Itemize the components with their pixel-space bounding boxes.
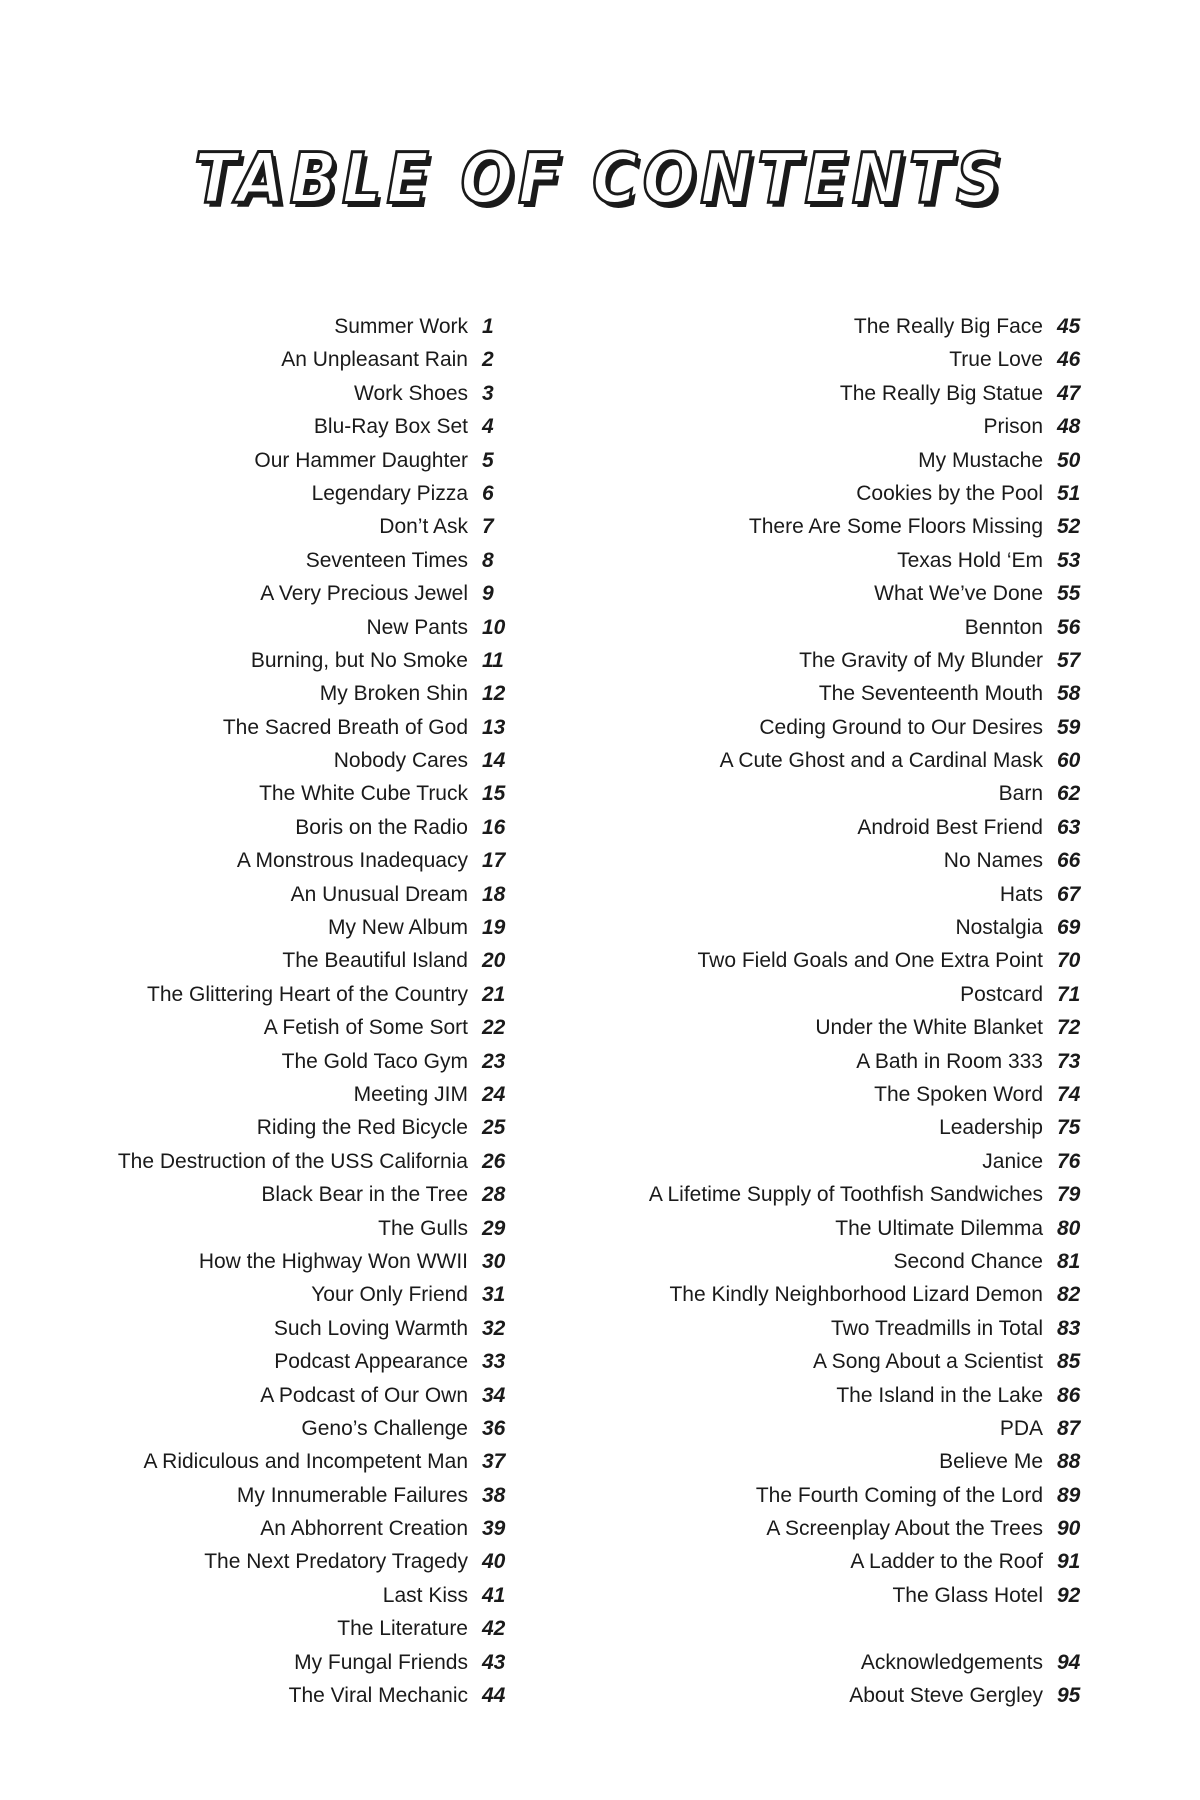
- toc-entry: [560, 1646, 1095, 1679]
- toc-entry: [560, 343, 1095, 376]
- entry-page-number: 90: [1057, 1517, 1081, 1541]
- toc-entry: [560, 1445, 1095, 1478]
- toc-entry: [80, 811, 520, 844]
- entry-title: A Bath in Room 333: [856, 1049, 1043, 1073]
- entry-title: Riding the Red Bicycle: [256, 1116, 468, 1140]
- toc-entry: [80, 577, 520, 610]
- entry-title: Two Treadmills in Total: [830, 1316, 1043, 1340]
- entry-title: Postcard: [960, 982, 1043, 1006]
- entry-title: My New Album: [327, 916, 468, 940]
- toc-entry: [80, 1145, 520, 1178]
- entry-title: The Gulls: [378, 1216, 468, 1240]
- toc-entry: [80, 1646, 520, 1679]
- entry-page-number: 53: [1057, 548, 1081, 572]
- toc-entry: [80, 1045, 520, 1078]
- entry-page-number: 8: [482, 548, 494, 572]
- toc-entry: [80, 1245, 520, 1278]
- toc-entry: [560, 811, 1095, 844]
- entry-page-number: 82: [1057, 1283, 1081, 1307]
- entry-title: The Gold Taco Gym: [281, 1049, 468, 1073]
- entry-page-number: 14: [482, 749, 506, 773]
- entry-title: Summer Work: [334, 315, 468, 338]
- toc-entry: [80, 1445, 520, 1478]
- entry-page-number: 75: [1057, 1116, 1081, 1140]
- toc-entry: [560, 444, 1095, 477]
- toc-entry: [80, 1178, 520, 1211]
- entry-page-number: 7: [482, 515, 494, 539]
- entry-title: Podcast Appearance: [274, 1350, 468, 1374]
- toc-entry: [560, 777, 1095, 810]
- entry-title: Ceding Ground to Our Desires: [759, 715, 1043, 739]
- toc-entry: [560, 510, 1095, 543]
- entry-page-number: 40: [482, 1550, 506, 1574]
- entry-title: A Cute Ghost and a Cardinal Mask: [719, 749, 1043, 773]
- entry-title: The Destruction of the USS California: [117, 1149, 468, 1173]
- entry-title: Such Loving Warmth: [273, 1316, 468, 1340]
- entry-page-number: 39: [482, 1517, 506, 1541]
- entry-title: Believe Me: [939, 1450, 1043, 1474]
- entry-title: An Abhorrent Creation: [260, 1517, 468, 1541]
- entry-page-number: 2: [482, 348, 494, 372]
- entry-title: The Beautiful Island: [282, 949, 468, 973]
- toc-entry: [560, 1545, 1095, 1578]
- entry-title: My Mustache: [918, 448, 1043, 472]
- toc-entry: [80, 1345, 520, 1378]
- toc-entry: [80, 1111, 520, 1144]
- entry-page-number: 95: [1057, 1684, 1081, 1708]
- toc-entry: [80, 777, 520, 810]
- entry-page-number: 44: [482, 1684, 506, 1708]
- entry-title: An Unpleasant Rain: [281, 348, 468, 372]
- entry-title: Geno’s Challenge: [301, 1416, 468, 1440]
- toc-entry: [560, 611, 1095, 644]
- toc-entry: [80, 978, 520, 1011]
- entry-title: A Screenplay About the Trees: [766, 1517, 1043, 1541]
- entry-page-number: 55: [1057, 582, 1081, 606]
- entry-page-number: 56: [1057, 615, 1081, 639]
- entry-page-number: 41: [482, 1583, 506, 1607]
- entry-page-number: 63: [1057, 815, 1081, 839]
- entry-page-number: 45: [1057, 315, 1081, 338]
- entry-page-number: 30: [482, 1249, 506, 1273]
- entry-title: Work Shoes: [354, 381, 468, 405]
- entry-page-number: 52: [1057, 515, 1081, 539]
- entry-page-number: 94: [1057, 1650, 1081, 1674]
- entry-page-number: 32: [482, 1316, 506, 1340]
- entry-page-number: 18: [482, 882, 506, 906]
- entry-page-number: 38: [482, 1483, 506, 1507]
- entry-page-number: 26: [482, 1149, 506, 1173]
- entry-title: Meeting JIM: [353, 1082, 468, 1106]
- toc-entry: [560, 1011, 1095, 1044]
- toc-entry: [80, 1512, 520, 1545]
- entry-title: The Next Predatory Tragedy: [204, 1550, 468, 1574]
- entry-page-number: 37: [482, 1450, 506, 1474]
- entry-title: Burning, but No Smoke: [250, 648, 468, 672]
- entry-title: The Sacred Breath of God: [222, 715, 468, 739]
- entry-page-number: 24: [482, 1082, 506, 1106]
- toc-entry: [80, 1011, 520, 1044]
- entry-title: The Seventeenth Mouth: [818, 682, 1043, 706]
- entry-page-number: 9: [482, 582, 494, 606]
- entry-title: A Song About a Scientist: [813, 1350, 1043, 1374]
- entry-title: Texas Hold ‘Em: [897, 548, 1043, 572]
- toc-entry: [560, 1278, 1095, 1311]
- entry-title: About Steve Gergley: [849, 1684, 1043, 1708]
- entry-title: The Glittering Heart of the Country: [147, 982, 468, 1006]
- entry-page-number: 20: [482, 949, 506, 973]
- entry-title: The Ultimate Dilemma: [835, 1216, 1043, 1240]
- toc-entry: [80, 1679, 520, 1712]
- toc-entry: [560, 1579, 1095, 1612]
- toc-entry: [560, 1245, 1095, 1278]
- toc-entry: [560, 544, 1095, 577]
- entry-title: My Fungal Friends: [294, 1650, 468, 1674]
- entry-title: Black Bear in the Tree: [261, 1183, 468, 1207]
- entry-page-number: 86: [1057, 1383, 1081, 1407]
- entry-title: Don’t Ask: [379, 515, 468, 539]
- entry-title: Nostalgia: [955, 916, 1043, 940]
- entry-title: An Unusual Dream: [290, 882, 468, 906]
- entry-page-number: 62: [1057, 782, 1081, 806]
- entry-title: Cookies by the Pool: [856, 481, 1043, 505]
- entry-page-number: 48: [1057, 415, 1081, 439]
- entry-page-number: 15: [482, 782, 506, 806]
- entry-title: The Literature: [337, 1617, 468, 1641]
- toc-entry: [80, 711, 520, 744]
- toc-entry: [560, 878, 1095, 911]
- entry-page-number: 89: [1057, 1483, 1081, 1507]
- toc-entry: [80, 1412, 520, 1445]
- entry-title: Nobody Cares: [333, 749, 468, 773]
- toc-entry: [80, 1612, 520, 1645]
- toc-entry: [560, 577, 1095, 610]
- entry-title: A Podcast of Our Own: [260, 1383, 468, 1407]
- entry-page-number: 60: [1057, 749, 1081, 773]
- entry-page-number: 12: [482, 682, 506, 706]
- entry-page-number: 16: [482, 815, 506, 839]
- entry-title: How the Highway Won WWII: [198, 1249, 468, 1273]
- entry-page-number: 31: [482, 1283, 506, 1307]
- entry-page-number: 50: [1057, 448, 1081, 472]
- entry-title: The Really Big Face: [853, 315, 1043, 338]
- toc-entry: [80, 644, 520, 677]
- entry-title: Hats: [999, 882, 1043, 906]
- toc-entry: [560, 711, 1095, 744]
- toc-entry: [560, 377, 1095, 410]
- entry-page-number: 33: [482, 1350, 506, 1374]
- entry-page-number: 88: [1057, 1450, 1081, 1474]
- toc-entry: [560, 1111, 1095, 1144]
- entry-title: The Island in the Lake: [836, 1383, 1043, 1407]
- page-title: TABLE OF CONTENTS: [194, 137, 1006, 220]
- toc-left-column: [80, 310, 520, 1712]
- entry-title: Our Hammer Daughter: [254, 448, 468, 472]
- entry-page-number: 42: [482, 1617, 506, 1641]
- toc-entry: [80, 1312, 520, 1345]
- entry-page-number: 91: [1057, 1550, 1081, 1574]
- entry-page-number: 72: [1057, 1016, 1081, 1040]
- entry-page-number: 66: [1057, 849, 1081, 873]
- toc-entry: [560, 944, 1095, 977]
- entry-page-number: 87: [1057, 1416, 1081, 1440]
- entry-title: Acknowledgements: [860, 1650, 1043, 1674]
- toc-entry: [560, 744, 1095, 777]
- entry-page-number: 85: [1057, 1350, 1081, 1374]
- entry-title: There Are Some Floors Missing: [748, 515, 1043, 539]
- entry-title: No Names: [943, 849, 1043, 873]
- toc-entry: [80, 844, 520, 877]
- entry-title: Android Best Friend: [857, 815, 1043, 839]
- entry-page-number: 70: [1057, 949, 1081, 973]
- entry-page-number: 34: [482, 1383, 506, 1407]
- toc-entry: [80, 343, 520, 376]
- entry-title: A Ridiculous and Incompetent Man: [143, 1450, 468, 1474]
- entry-title: Second Chance: [893, 1249, 1043, 1273]
- toc-entry: [560, 310, 1095, 343]
- toc-entry: [560, 978, 1095, 1011]
- entry-page-number: 17: [482, 849, 506, 873]
- toc-entry: [560, 911, 1095, 944]
- toc-entry: [560, 644, 1095, 677]
- entry-page-number: 36: [482, 1416, 506, 1440]
- toc-entry: [560, 1512, 1095, 1545]
- entry-title: Under the White Blanket: [815, 1016, 1043, 1040]
- entry-title: The Gravity of My Blunder: [799, 648, 1043, 672]
- toc-entry: [560, 1412, 1095, 1445]
- entry-page-number: 28: [482, 1183, 506, 1207]
- entry-title: A Very Precious Jewel: [260, 582, 468, 606]
- entry-page-number: 19: [482, 916, 506, 940]
- entry-page-number: 10: [482, 615, 506, 639]
- entry-page-number: 57: [1057, 648, 1081, 672]
- entry-title: Prison: [983, 415, 1043, 439]
- entry-title: Janice: [982, 1149, 1043, 1173]
- entry-page-number: 73: [1057, 1049, 1081, 1073]
- entry-title: PDA: [999, 1416, 1043, 1440]
- entry-title: Boris on the Radio: [295, 815, 468, 839]
- entry-title: The Spoken Word: [874, 1082, 1043, 1106]
- entry-page-number: 3: [482, 381, 494, 405]
- entry-title: Seventeen Times: [305, 548, 468, 572]
- entry-page-number: 80: [1057, 1216, 1081, 1240]
- toc-entry: [560, 844, 1095, 877]
- entry-title: Leadership: [939, 1116, 1043, 1140]
- entry-title: Bennton: [964, 615, 1043, 639]
- entry-page-number: 71: [1057, 982, 1081, 1006]
- entry-page-number: 92: [1057, 1583, 1081, 1607]
- toc-entry: [80, 544, 520, 577]
- entry-page-number: 74: [1057, 1082, 1081, 1106]
- entry-title: The Kindly Neighborhood Lizard Demon: [669, 1283, 1043, 1307]
- toc-entry: [560, 410, 1095, 443]
- toc-entry: [80, 1278, 520, 1311]
- toc-entry: [560, 1312, 1095, 1345]
- toc-entry: [560, 677, 1095, 710]
- entry-page-number: 13: [482, 715, 506, 739]
- entry-page-number: 83: [1057, 1316, 1081, 1340]
- entry-page-number: 47: [1057, 381, 1081, 405]
- entry-title: Barn: [998, 782, 1043, 806]
- toc-entry: [80, 1479, 520, 1512]
- toc-entry: [80, 1212, 520, 1245]
- toc-entry: [80, 444, 520, 477]
- entry-page-number: 1: [482, 315, 494, 338]
- entry-page-number: 69: [1057, 916, 1081, 940]
- entry-page-number: 21: [482, 982, 506, 1006]
- toc-entry: [80, 677, 520, 710]
- toc-entry: [80, 477, 520, 510]
- entry-page-number: 4: [482, 415, 494, 439]
- toc-entry: [80, 744, 520, 777]
- entry-page-number: 5: [482, 448, 494, 472]
- entry-title: Two Field Goals and One Extra Point: [697, 949, 1043, 973]
- toc-entry: [80, 1579, 520, 1612]
- toc-entry: [80, 1545, 520, 1578]
- entry-page-number: 23: [482, 1049, 506, 1073]
- toc-entry: [80, 878, 520, 911]
- toc-entry: [80, 510, 520, 543]
- entry-title: Legendary Pizza: [311, 481, 468, 505]
- toc-entry: [560, 1078, 1095, 1111]
- entry-page-number: 67: [1057, 882, 1081, 906]
- entry-page-number: 25: [482, 1116, 506, 1140]
- entry-title: My Innumerable Failures: [236, 1483, 468, 1507]
- toc-entry: [80, 944, 520, 977]
- entry-title: Last Kiss: [382, 1583, 468, 1607]
- toc-entry: [80, 911, 520, 944]
- entry-title: My Broken Shin: [319, 682, 468, 706]
- toc-entry: [80, 377, 520, 410]
- entry-page-number: 6: [482, 481, 494, 505]
- entry-title: Your Only Friend: [311, 1283, 468, 1307]
- toc-entry: [560, 1379, 1095, 1412]
- entry-page-number: 76: [1057, 1149, 1081, 1173]
- entry-title: True Love: [949, 348, 1043, 372]
- entry-title: A Lifetime Supply of Toothfish Sandwiches: [648, 1183, 1043, 1207]
- entry-page-number: 81: [1057, 1249, 1081, 1273]
- entry-title: A Monstrous Inadequacy: [236, 849, 468, 873]
- entry-title: A Ladder to the Roof: [850, 1550, 1043, 1574]
- entry-title: The Really Big Statue: [839, 381, 1043, 405]
- toc-entry: [560, 1145, 1095, 1178]
- entry-title: The Fourth Coming of the Lord: [755, 1483, 1043, 1507]
- entry-page-number: 29: [482, 1216, 506, 1240]
- toc-entry: [560, 1479, 1095, 1512]
- entry-title: A Fetish of Some Sort: [263, 1016, 468, 1040]
- toc-entry: [80, 1078, 520, 1111]
- entry-title: The Glass Hotel: [892, 1583, 1043, 1607]
- entry-page-number: 46: [1057, 348, 1081, 372]
- toc-entry: [560, 1679, 1095, 1712]
- entry-page-number: 79: [1057, 1183, 1081, 1207]
- entry-page-number: 22: [482, 1016, 506, 1040]
- entry-page-number: 11: [482, 648, 504, 672]
- entry-title: New Pants: [366, 615, 468, 639]
- entry-title: What We’ve Done: [874, 582, 1043, 606]
- toc-entry: [560, 1045, 1095, 1078]
- toc-right-column: [560, 310, 1095, 1712]
- toc-entry: [560, 477, 1095, 510]
- entry-page-number: 51: [1057, 481, 1081, 505]
- entry-title: Blu-Ray Box Set: [313, 415, 468, 439]
- toc-entry: [80, 410, 520, 443]
- entry-page-number: 58: [1057, 682, 1081, 706]
- toc-entry: [80, 1379, 520, 1412]
- toc-entry: [560, 1178, 1095, 1211]
- toc-entry: [560, 1212, 1095, 1245]
- entry-page-number: 59: [1057, 715, 1081, 739]
- toc-entry: [80, 310, 520, 343]
- entry-page-number: 43: [482, 1650, 506, 1674]
- toc-entry: [560, 1345, 1095, 1378]
- toc-entry: [80, 611, 520, 644]
- entry-title: The Viral Mechanic: [288, 1684, 468, 1708]
- entry-title: The White Cube Truck: [259, 782, 468, 806]
